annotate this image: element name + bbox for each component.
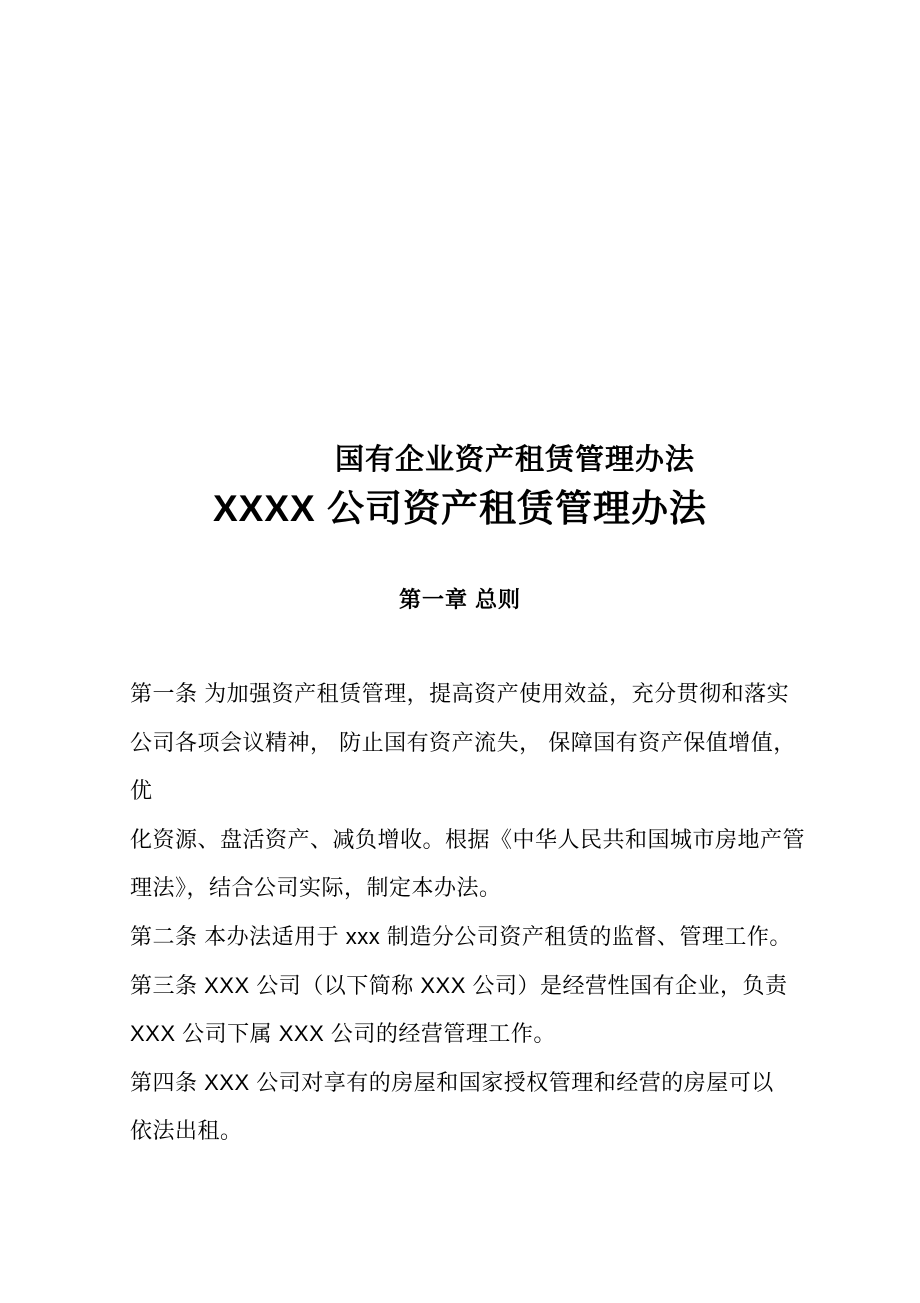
document-line: 公司各项会议精神， 防止国有资产流失， 保障国有资产保值增值， bbox=[130, 729, 796, 755]
document-line: 化资源、盘活资产、减负增收。根据《中华人民共和国城市房地产管 bbox=[130, 826, 806, 852]
document-line: 优 bbox=[130, 778, 153, 804]
document-body bbox=[130, 670, 806, 1156]
document-line: XXX 公司下属 XXX 公司的经营管理工作。 bbox=[130, 1021, 556, 1047]
chapter-heading: 第一章 总则 bbox=[398, 587, 522, 612]
document-line: 第二条 本办法适用于 xxx 制造分公司资产租赁的监督、管理工作。 bbox=[130, 923, 792, 949]
document-line: 第三条 XXX 公司（以下简称 XXX 公司）是经营性国有企业，负责 bbox=[130, 972, 788, 998]
document-line: 理法》，结合公司实际，制定本办法。 bbox=[130, 875, 502, 901]
document-line: 第四条 XXX 公司对享有的房屋和国家授权管理和经营的房屋可以 bbox=[130, 1069, 774, 1095]
document-title-small: 国有企业资产租赁管理办法 bbox=[334, 444, 695, 476]
document-line: 依法出租。 bbox=[130, 1118, 243, 1144]
document-title-large: XXXX 公司资产租赁管理办法 bbox=[213, 488, 707, 529]
document-line: 第一条 为加强资产租赁管理，提高资产使用效益，充分贯彻和落实 bbox=[130, 681, 790, 706]
